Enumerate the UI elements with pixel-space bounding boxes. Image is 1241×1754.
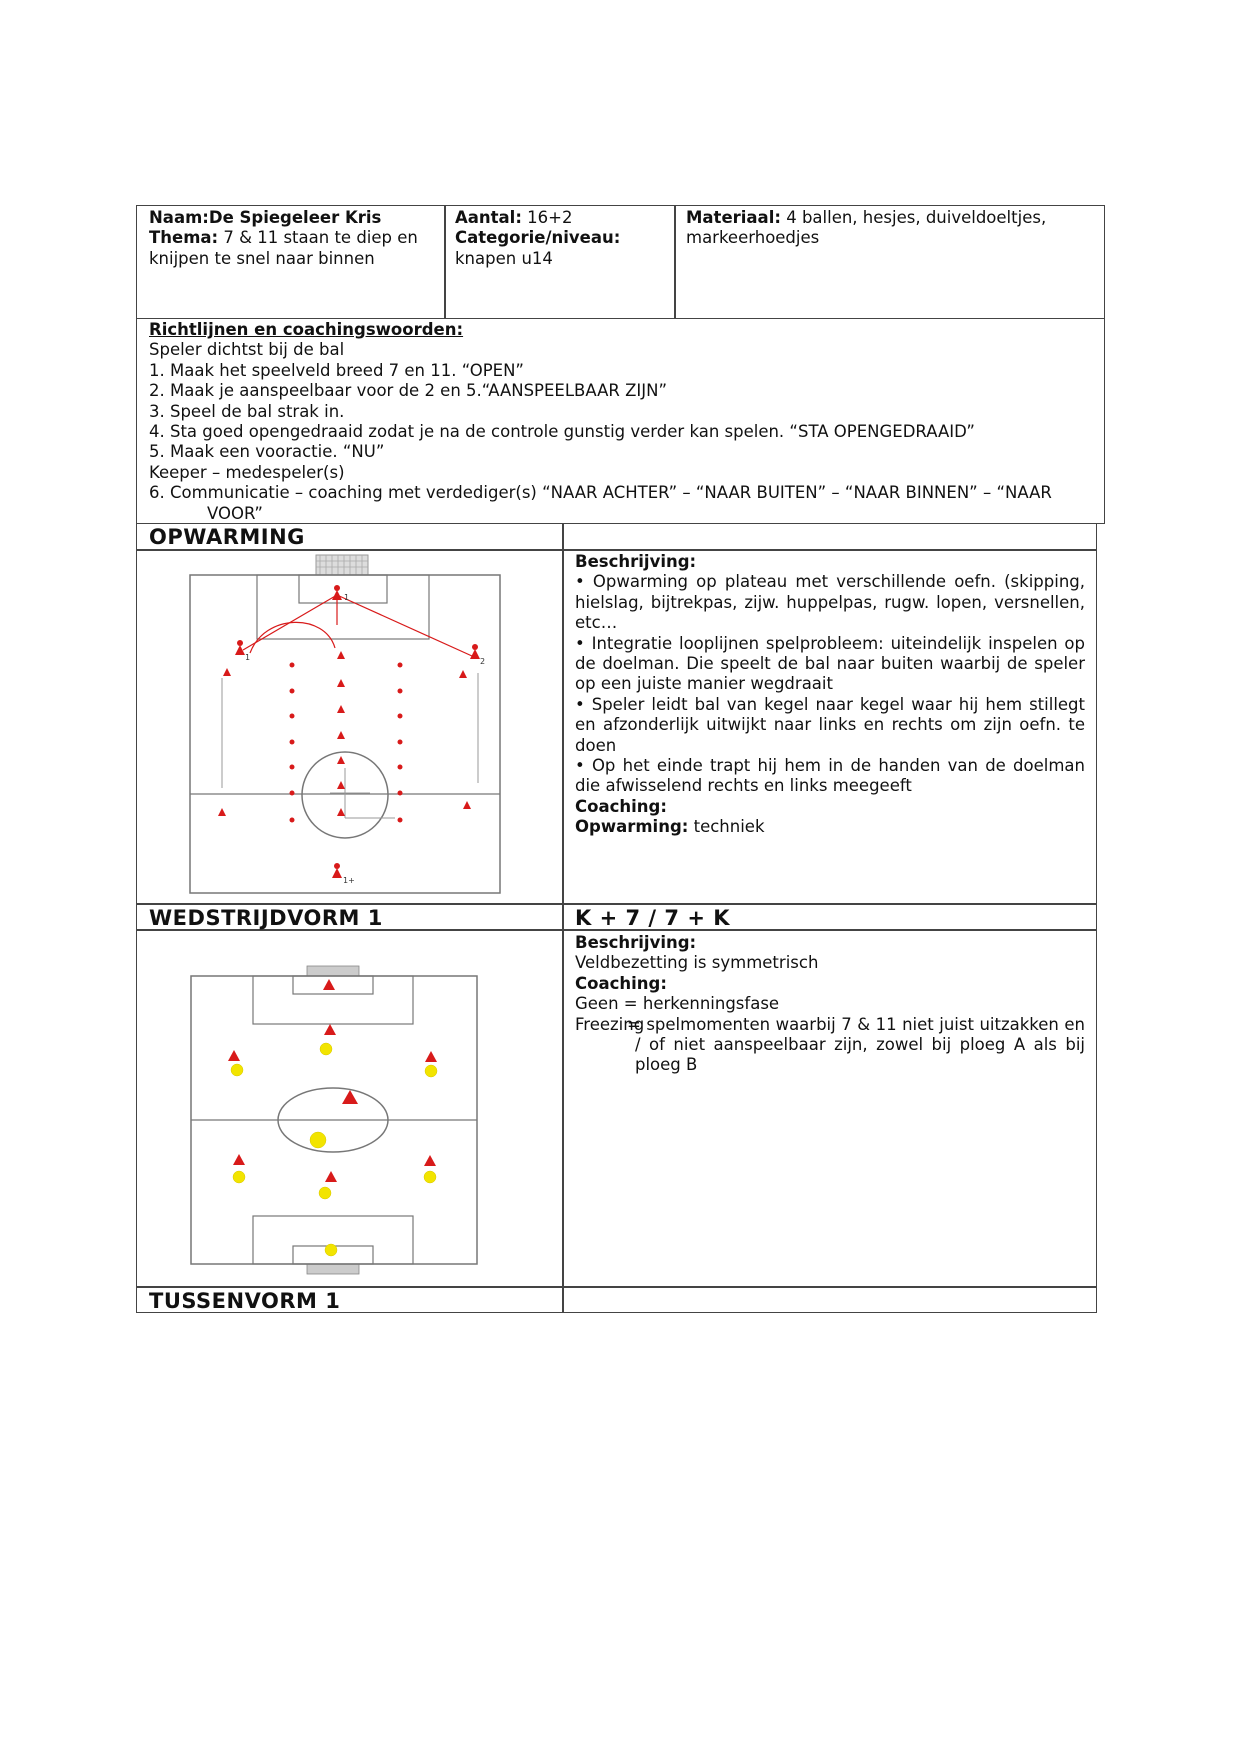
wedstrijdvorm-diagram	[188, 962, 480, 1280]
categorie-label: Categorie/niveau:	[455, 228, 621, 248]
bullet: • Op het einde trapt hij hem in de handen van de doelman die afwisselend rechts en links meegeeft	[575, 756, 1085, 796]
guideline-line: Speler dichtst bij de bal	[149, 340, 345, 360]
bullet: • Integratie looplijnen spelprobleem: uiteindelijk inspelen op de doelman. Die speelt de bal naar buiten waarbij de speler op een juiste manier wegdraait	[575, 633, 1085, 694]
materiaal-label: Materiaal:	[686, 208, 781, 227]
opwarming-heading: OPWARMING	[149, 525, 305, 549]
guideline-line: 5. Maak een vooractie. “NU”	[149, 442, 385, 462]
opwarming-description	[575, 552, 1085, 838]
guideline-line: 4. Sta goed opengedraaid zodat je na de controle gunstig verder kan spelen. “STA OPENGEDRAAID”	[149, 422, 975, 442]
beschrijving-value: Veldbezetting is symmetrisch	[575, 953, 819, 973]
thema-label: Thema:	[149, 228, 219, 248]
freezing-label: Freezing	[575, 1014, 645, 1034]
materiaal-value: 4 ballen, hesjes, duiveldoeltjes, markeerhoedjes	[686, 208, 1047, 248]
player-label: 2	[480, 657, 486, 666]
wedstrijdvorm-description	[575, 933, 1085, 1076]
player-label: 1	[245, 653, 251, 662]
guideline-line: VOOR”	[207, 503, 263, 523]
wedstrijdvorm-heading: WEDSTRIJDVORM 1	[149, 906, 383, 930]
beschrijving-label: Beschrijving:	[575, 552, 697, 571]
coaching-label: Coaching:	[575, 796, 667, 816]
aantal-value: 16+2	[521, 208, 573, 227]
aantal-cell	[455, 208, 670, 269]
formation-label: K + 7 / 7 + K	[575, 906, 730, 930]
opwarming-diagram	[185, 553, 505, 898]
opwarming-value: techniek	[688, 817, 765, 837]
guidelines-content	[149, 320, 1099, 524]
bullet: • Opwarming op plateau met verschillende oefn. (skipping, hielslag, bijtrekpas, zijw. huppelpas, rugw. lopen, versnellen, etc…	[575, 572, 1085, 633]
guideline-line: 3. Speel de bal strak in.	[149, 401, 345, 421]
guidelines-title: Richtlijnen en coachingswoorden:	[149, 320, 464, 339]
player-label: 1+	[343, 876, 355, 885]
guideline-line: Keeper – medespeler(s)	[149, 462, 345, 482]
materiaal-cell	[686, 208, 1096, 249]
tussenvorm-heading: TUSSENVORM 1	[149, 1289, 341, 1313]
naam-value: De Spiegeleer Kris	[208, 208, 382, 227]
beschrijving-label: Beschrijving:	[575, 933, 697, 952]
categorie-value: knapen u14	[455, 248, 553, 268]
thema-value: 7 & 11 staan te diep en knijpen te snel naar binnen	[149, 228, 418, 268]
aantal-label: Aantal:	[455, 208, 522, 227]
opwarming-label: Opwarming:	[575, 817, 689, 837]
player-label: 1	[344, 593, 350, 602]
coaching-value: Geen = herkenningsfase	[575, 994, 780, 1014]
bullet: • Speler leidt bal van kegel naar kegel waar hij hem stillegt en afzonderlijk uitwijkt naar links en rechts om zijn oefn. te doen	[575, 694, 1085, 755]
freezing-value: = spelmomenten waarbij 7 & 11 niet juist uitzakken en / of niet aanspeelbaar zijn, zowel bij ploeg A als bij ploeg B	[627, 1014, 1085, 1075]
guideline-line: 2. Maak je aanspeelbaar voor de 2 en 5.“AANSPEELBAAR ZIJN”	[149, 381, 668, 401]
guideline-line: 1. Maak het speelveld breed 7 en 11. “OPEN”	[149, 360, 524, 380]
naam-thema-cell	[149, 208, 439, 269]
guideline-line: 6. Communicatie – coaching met verdediger(s) “NAAR ACHTER” – “NAAR BUITEN” – “NAAR BINNEN” – “NAAR	[149, 483, 1052, 503]
coaching-label: Coaching:	[575, 973, 667, 993]
naam-label: Naam:	[149, 208, 209, 227]
